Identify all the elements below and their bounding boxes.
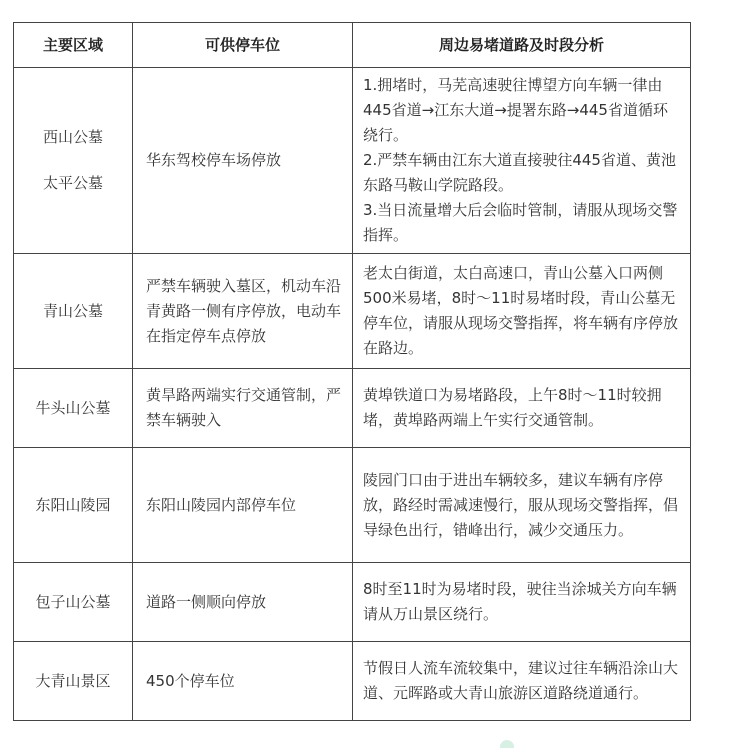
- table-row: [14, 68, 691, 254]
- header-analysis: 周边易堵道路及时段分析: [353, 23, 691, 68]
- header-region: 主要区域: [14, 23, 133, 68]
- parking-cell: 严禁车辆驶入墓区，机动车沿青黄路一侧有序停放，电动车在指定停车点停放: [133, 254, 353, 369]
- region-cell: 大青山景区: [14, 642, 133, 721]
- analysis-item: 1.拥堵时，马芜高速驶往博望方向车辆一律由445省道→江东大道→提署东路→445省道循环绕行。: [363, 76, 668, 144]
- region-cell: 包子山公墓: [14, 563, 133, 642]
- parking-cell: 450个停车位: [133, 642, 353, 721]
- region-cell: 牛头山公墓: [14, 369, 133, 448]
- traffic-table: [13, 22, 691, 721]
- region-name: 太平公墓: [42, 174, 103, 192]
- analysis-item: 3.当日流量增大后会临时管制，请服从现场交警指挥。: [363, 201, 678, 244]
- region-name: 西山公墓: [42, 128, 103, 146]
- parking-cell: 道路一侧顺向停放: [133, 563, 353, 642]
- analysis-cell: [353, 68, 691, 254]
- analysis-cell: 老太白街道，太白高速口，青山公墓入口两侧500米易堵，8时～11时易堵时段，青山公墓无停车位，请服从现场交警指挥，将车辆有序停放在路边。: [353, 254, 691, 369]
- analysis-cell: 8时至11时为易堵时段，驶往当涂城关方向车辆请从万山景区绕行。: [353, 563, 691, 642]
- decorative-shape: [500, 740, 514, 748]
- analysis-cell: 陵园门口由于进出车辆较多，建议车辆有序停放，路经时需减速慢行，服从现场交警指挥，倡导绿色出行，错峰出行，减少交通压力。: [353, 448, 691, 563]
- parking-cell: 东阳山陵园内部停车位: [133, 448, 353, 563]
- analysis-cell: 节假日人流车流较集中，建议过往车辆沿涂山大道、元晖路或大青山旅游区道路绕道通行。: [353, 642, 691, 721]
- region-cell: [14, 68, 133, 254]
- table-row: [14, 254, 691, 369]
- table-row: [14, 642, 691, 721]
- table-row: [14, 448, 691, 563]
- analysis-item: 2.严禁车辆由江东大道直接驶往445省道、黄池东路马鞍山学院路段。: [363, 151, 676, 194]
- table-header-row: [14, 23, 691, 68]
- parking-cell: 黄旱路两端实行交通管制，严禁车辆驶入: [133, 369, 353, 448]
- region-cell: 东阳山陵园: [14, 448, 133, 563]
- region-cell: 青山公墓: [14, 254, 133, 369]
- table-row: [14, 369, 691, 448]
- analysis-cell: 黄埠铁道口为易堵路段，上午8时～11时较拥堵，黄埠路两端上午实行交通管制。: [353, 369, 691, 448]
- header-parking: 可供停车位: [133, 23, 353, 68]
- table-row: [14, 563, 691, 642]
- parking-cell: 华东驾校停车场停放: [133, 68, 353, 254]
